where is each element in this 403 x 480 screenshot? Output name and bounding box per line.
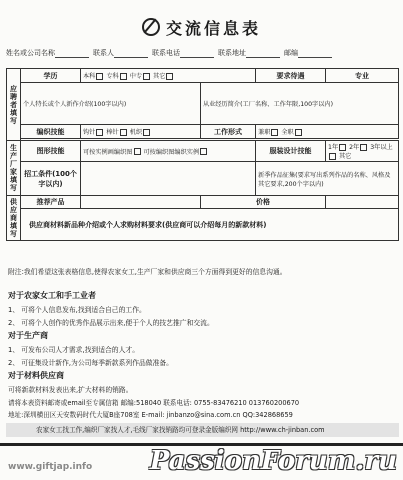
- note-text: 附注:我们希望这张表格信息,使得农家女工,生产厂家和供应商三个方面得到更好的信息沟通。: [8, 268, 287, 276]
- group-head-producers: 对于生产商: [8, 331, 48, 340]
- group-head-workers: 对于农家女工和手工业者: [8, 291, 96, 300]
- intro-right[interactable]: 从业经历简介(工厂名称、工作年限,100字以内): [201, 83, 399, 125]
- intro-left[interactable]: 个人特长或个人新作介绍(100字以内): [21, 83, 201, 125]
- field-zip[interactable]: 邮编: [284, 48, 332, 58]
- recruit-input[interactable]: [81, 162, 256, 196]
- list-item: 2、 可将个人创作的优秀作品展示出来,便于个人的技艺推广和交流。: [8, 319, 214, 327]
- price-input[interactable]: [326, 196, 399, 209]
- service-options[interactable]: 1年 2年 3年以上 其它: [326, 141, 399, 162]
- section1-side: 应聘者填写: [7, 69, 21, 141]
- field-address[interactable]: 联系地址: [218, 48, 280, 58]
- design-options[interactable]: 可按实例画编织图 可按编织图编织实例: [81, 141, 256, 162]
- product-input[interactable]: [81, 196, 201, 209]
- logo-icon: [142, 18, 160, 36]
- page-title: 交流信息表: [0, 16, 403, 39]
- group-head-suppliers: 对于材料供应商: [8, 371, 64, 380]
- supplier-desc[interactable]: 供应商材料新品种介绍或个人求购材料要求(供应商可以介绍每月的新款材料): [21, 209, 399, 241]
- recruit-right[interactable]: 新季作品征集(要求写出系列作品的名称、风格及其它要求,200个字以内): [256, 162, 399, 196]
- field-phone[interactable]: 联系电话: [152, 48, 214, 58]
- work-form-options[interactable]: 兼职 全职: [256, 125, 399, 139]
- field-contact[interactable]: 联系人: [93, 48, 148, 58]
- skill-options[interactable]: 钩针 棒针 机织: [81, 125, 201, 139]
- contact-line-1: 请将本表资料邮寄或email至专属信箱 邮编:518040 联系电话: 0755-83476210 013760200670: [8, 399, 300, 407]
- section2-side: 生产厂家填写: [7, 141, 21, 196]
- education-options[interactable]: 本科 专科 中专 其它: [81, 69, 256, 83]
- footer-banner: 农家女工找工作,编织厂家找人才,毛线厂家找销路均可登录金版编织网 http://www.ch-jinban.com: [6, 423, 399, 437]
- header-fields: [6, 48, 398, 58]
- field-name[interactable]: 姓名或公司名称: [6, 48, 89, 58]
- watermark-left: www.giftjap.info: [8, 462, 93, 472]
- section3-side: 供应商填写: [7, 196, 21, 241]
- list-item: 1、 可发布公司人才需求,找到适合的人才。: [8, 346, 139, 354]
- contact-line-2: 地址:深圳横田区天安数码时代大厦B座708室 E-mail: jinbanzo@sina.com.cn QQ:342868659: [8, 411, 293, 419]
- info-form-table: 应聘者填写 学历 本科 专科 中专 其它 要求待遇 专业 个人特长或个人新作介绍(100字以内) 从业经历简介(工厂名称、工作年限,100字以内) 编织技能 钩针 棒针 机织 工作形式 兼职 全职 生产厂家填写 图形技能 可按实例画编织图 可按编织图编织实例 服装设计技能 1年 2年 3年以上 其它 招工条件(100个字以内) 新季作品征集(要求写出系列作品的名称、风格及其它要求,200个字以内) 供应商填写 推荐产品 价格 供应商材料新品种介绍或个人求购材料要求(供应商可以介绍每月的新款材料): [6, 68, 399, 241]
- watermark-right: PassionForum.ru: [149, 446, 397, 476]
- list-item: 可将新款材料发表出来,扩大材料的销路。: [8, 386, 133, 394]
- list-item: 1、 可将个人信息发布,找到适合自己的工作。: [8, 306, 146, 314]
- list-item: 2、 可征集设计新作,为公司每季新款系列作品做准备。: [8, 359, 173, 367]
